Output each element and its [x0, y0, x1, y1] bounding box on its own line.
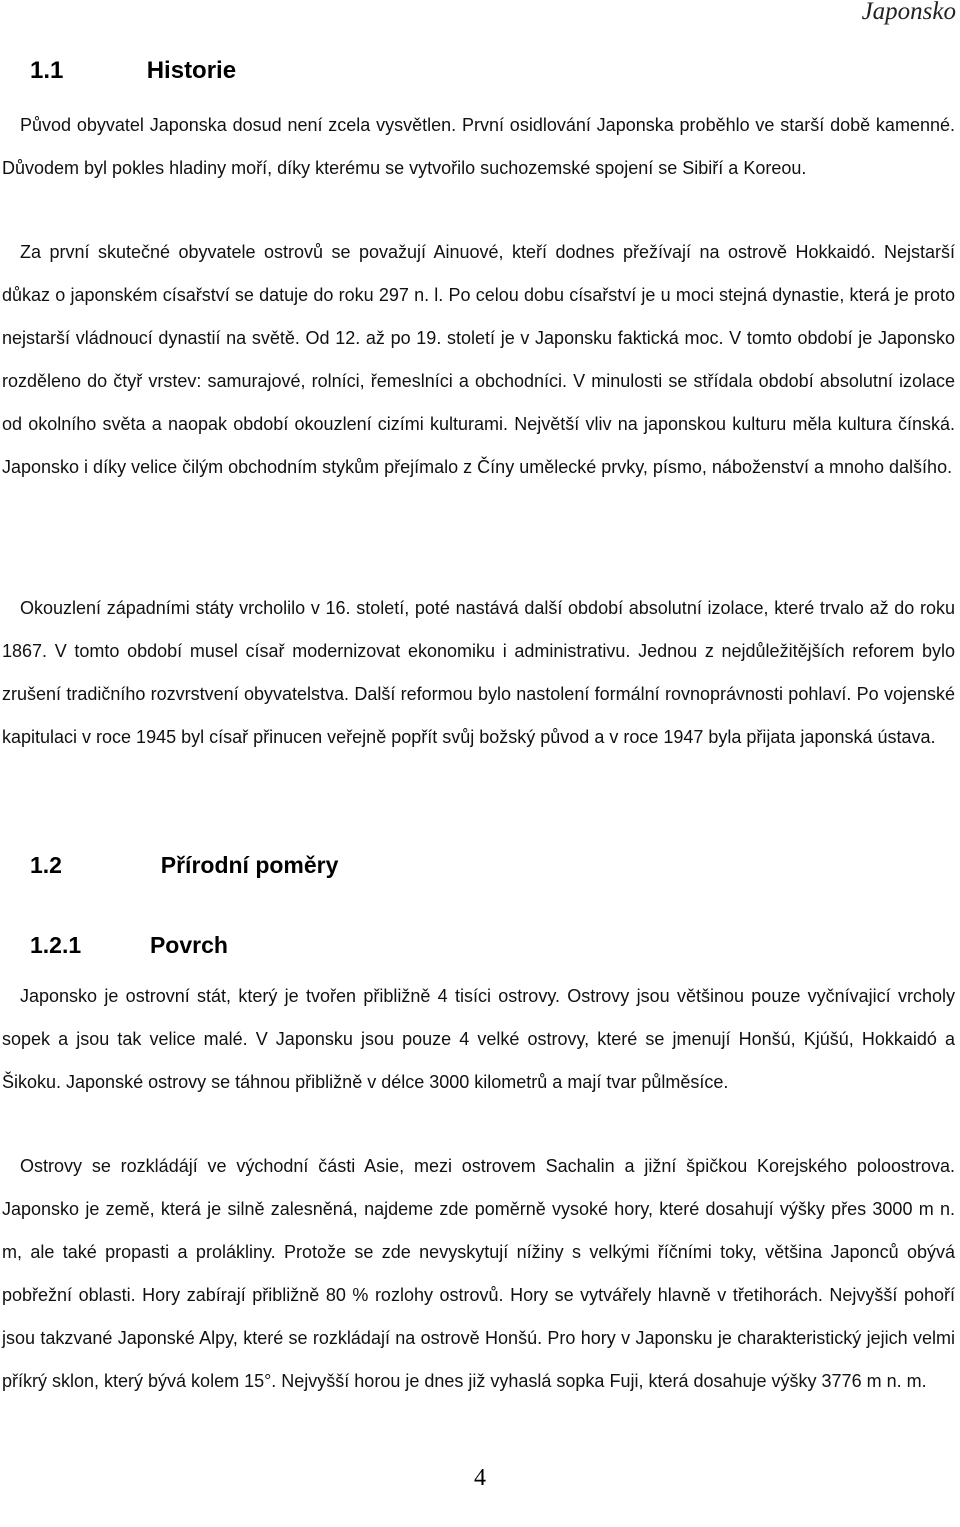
section-heading-nature [30, 852, 338, 879]
paragraph: Okouzlení západními státy vrcholilo v 16. století, poté nastává další období absolutní izolace, které trvalo až do roku 1867. V tomto období musel císař modernizovat ekonomiku i administrativu. Jednou z nejdůležitějších reforem bylo zrušení tradičního rozvrstvení obyvatelstva. Další reformou bylo nastolení formální rovnoprávnosti pohlaví. Po vojenské kapitulaci v roce 1945 byl císař přinucen veřejně popřít svůj božský původ a v roce 1947 byla přijata japonská ústava. [2, 598, 955, 747]
section-title: Povrch [149, 932, 228, 958]
page-number: 4 [474, 1465, 486, 1491]
paragraph: Japonsko je ostrovní stát, který je tvořen přibližně 4 tisíci ostrovy. Ostrovy jsou většinou pouze vyčnívajicí vrcholy sopek a jsou tak velice malé. V Japonsku jsou pouze 4 velké ostrovy, které se jmenují Honšú, Kjúšú, Hokkaidó a Šikoku. Japonské ostrovy se táhnou přibližně v délce 3000 kilometrů a mají tvar půlměsíce. [2, 986, 955, 1092]
section-title: Přírodní poměry [160, 852, 339, 878]
section-number: 1.2.1 [30, 932, 82, 958]
running-header: Japonsko [861, 0, 956, 25]
section-number: 1.2 [30, 852, 62, 878]
section-title: Historie [146, 57, 237, 84]
section-heading-history [30, 57, 236, 85]
paragraph: Ostrovy se rozkládájí ve východní části Asie, mezi ostrovem Sachalin a jižní špičkou Korejského poloostrova. Japonsko je země, která je silně zalesněná, najdeme zde poměrně vysoké hory, které dosahují výšky přes 3000 m n. m, ale také propasti a prolákliny. Protože se zde nevyskytují nížiny s velkými říčními toky, většina Japonců obývá pobřežní oblasti. Hory zabírají přibližně 80 % rozlohy ostrovů. Hory se vytvářely hlavně v třetihorách. Nejvyšší pohoří jsou takzvané Japonské Alpy, které se rozkládají na ostrově Honšú. Pro hory v Japonsku je charakteristický jejich velmi příkrý sklon, který bývá kolem 15°. Nejvyšší horou je dnes již vyhaslá sopka Fuji, která dosahuje výšky 3776 m n. m. [2, 1156, 955, 1391]
section-number: 1.1 [30, 57, 64, 84]
subsection-heading-surface [30, 932, 228, 959]
paragraph: Původ obyvatel Japonska dosud není zcela vysvětlen. První osidlování Japonska proběhlo ve starší době kamenné. Důvodem byl pokles hladiny moří, díky kterému se vytvořilo suchozemské spojení se Sibiří a Koreou. [2, 115, 955, 178]
paragraph: Za první skutečné obyvatele ostrovů se považují Ainuové, kteří dodnes přežívají na ostrově Hokkaidó. Nejstarší důkaz o japonském císařství se datuje do roku 297 n. l. Po celou dobu císařství je u moci stejná dynastie, která je proto nejstarší vládnoucí dynastií na světě. Od 12. až po 19. století je v Japonsku faktická moc. V tomto období je Japonsko rozděleno do čtyř vrstev: samurajové, rolníci, řemeslníci a obchodníci. V minulosti se střídala období absolutní izolace od okolního světa a naopak období okouzlení cizími kulturami. Největší vliv na japonskou kulturu měla kultura čínská. Japonsko i díky velice čilým obchodním stykům přejímalo z Číny umělecké prvky, písmo, náboženství a mnoho dalšího. [2, 242, 955, 477]
